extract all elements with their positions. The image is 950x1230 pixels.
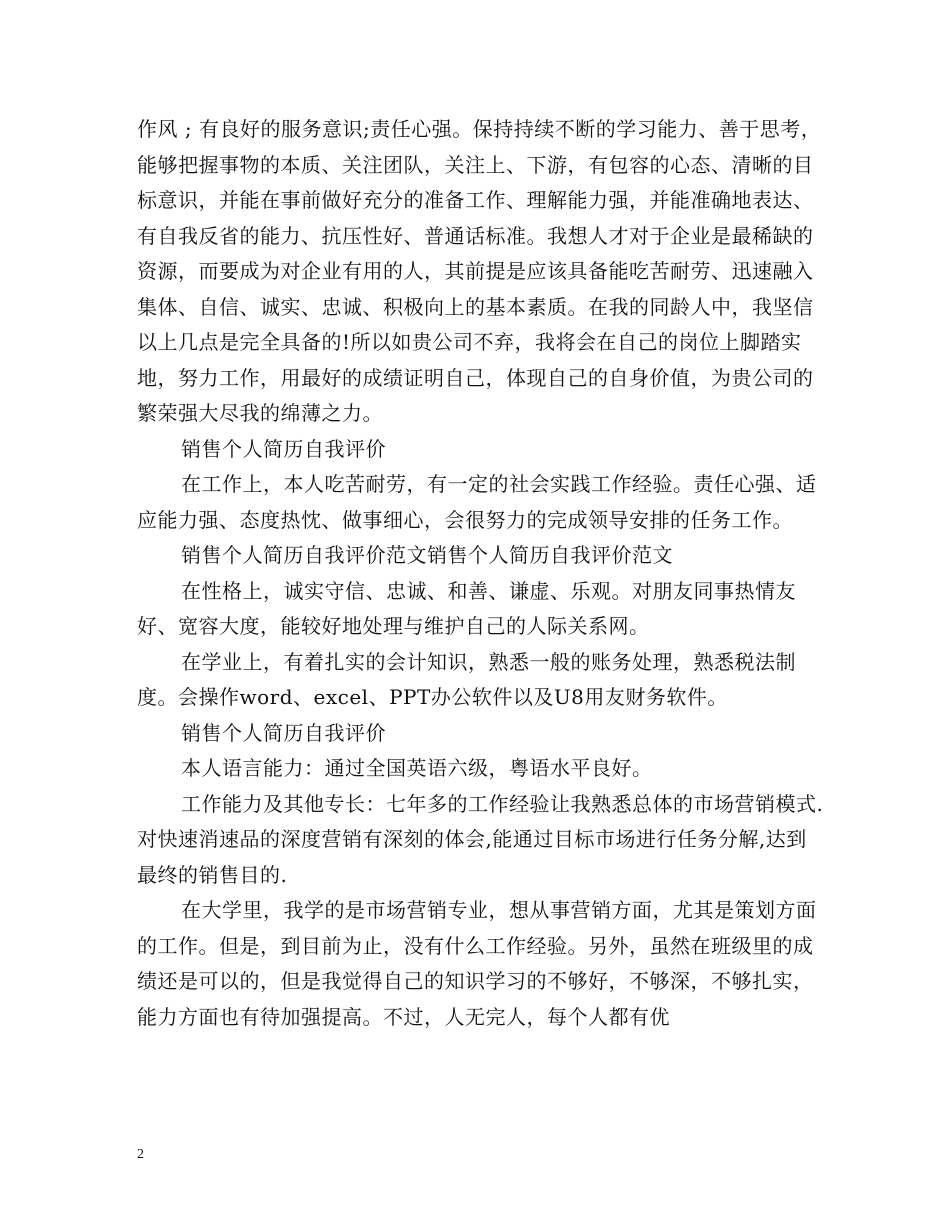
paragraph-university: 在大学里，我学的是市场营销专业，想从事营销方面，尤其是策划方面的工作。但是，到目前为止，没有什么工作经验。另外，虽然在班级里的成绩还是可以的，但是我觉得自己的知识学习的不够好，不够深，不够扎实，能力方面也有待加强提高。不过，人无完人，每个人都有优 [137,898,817,1029]
section-heading: 销售个人简历自我评价 [181,436,386,461]
paragraph-skills: 工作能力及其他专长：七年多的工作经验让我熟悉总体的市场营销模式.对快速消速品的深度营销有深刻的体会,能通过目标市场进行任务分解,达到最终的销售目的. [137,791,824,887]
document-body [137,112,827,1035]
paragraph-personality: 在性格上，诚实守信、忠诚、和善、谦虚、乐观。对朋友同事热情友好、宽容大度，能较好地处理与维护自己的人际关系网。 [137,578,796,638]
paragraph-continuation: 作风 ; 有良好的服务意识;责任心强。保持持续不断的学习能力、善于思考，能够把握事物的本质、关注团队，关注上、下游，有包容的心态、清晰的目标意识，并能在事前做好充分的准备工作、理解能力强，并能准确地表达、有自我反省的能力、抗压性好、普通话标准。我想人才对于企业是最稀缺的资源，而要成为对企业有用的人，其前提是应该具备能吃苦耐劳、迅速融入集体、自信、诚实、忠诚、积极向上的基本素质。在我的同龄人中，我坚信以上几点是完全具备的!所以如贵公司不弃，我将会在自己的岗位上脚踏实地，努力工作，用最好的成绩证明自己，体现自己的自身价值，为贵公司的繁荣强大尽我的绵薄之力。 [137,117,822,425]
paragraph-work: 在工作上，本人吃苦耐劳，有一定的社会实践工作经验。责任心强、适应能力强、态度热忱、做事细心，会很努力的完成领导安排的任务工作。 [137,472,817,532]
paragraph-academics: 在学业上，有着扎实的会计知识，熟悉一般的账务处理，熟悉税法制度。会操作word、excel、PPT办公软件以及U8用友财务软件。 [137,649,796,709]
section-heading: 销售个人简历自我评价范文销售个人简历自我评价范文 [181,543,673,567]
paragraph-language: 本人语言能力：通过全国英语六级，粤语水平良好。 [181,756,653,780]
page-number: 2 [137,1147,144,1162]
section-heading: 销售个人简历自我评价 [181,720,386,745]
